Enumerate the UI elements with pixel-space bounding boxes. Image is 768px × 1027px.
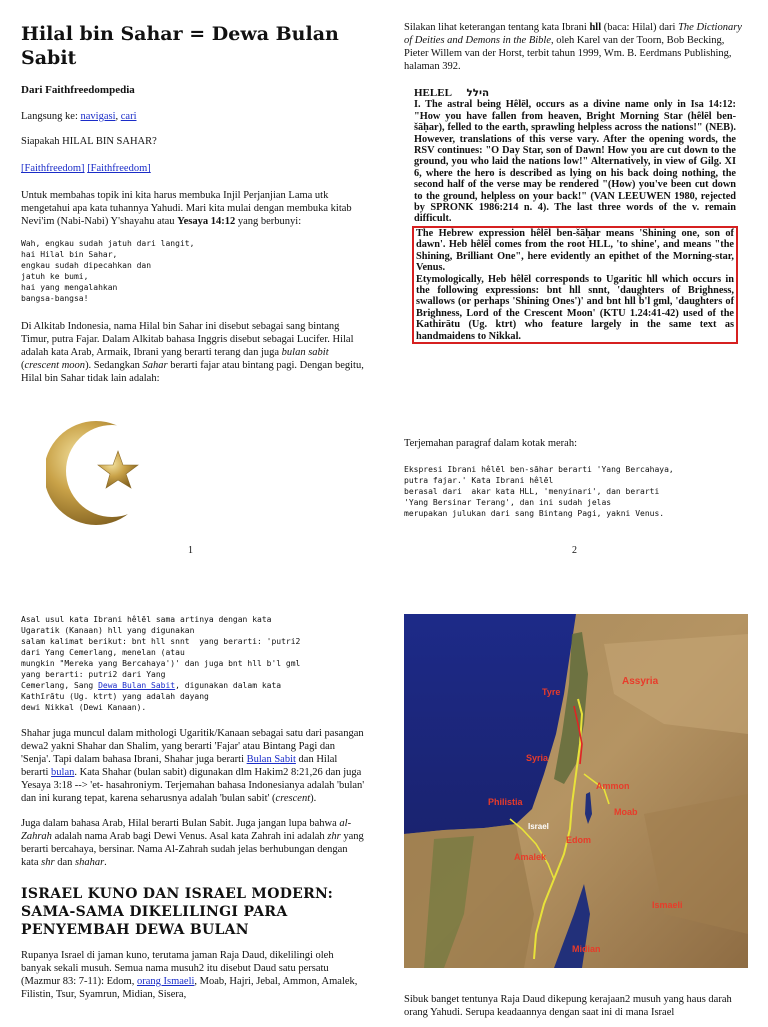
intro-paragraph: Untuk membahas topik ini kita harus membuka Injil Perjanjian Lama utk mengetahui apa kata tuhannya Yahudi. Mari kita mulai dengan membuka kitab Nevi'im (Nabi-Nabi) Y'shayahu atau Yesaya 14:12 yang berbunyi: [21,190,352,227]
crescent-moon-god-link[interactable]: Dewa Bulan Sabit [98,681,176,690]
shahar-paragraph: Shahar juga muncul dalam mithologi Ugaritik/Kanaan sebagai satu dari pasangan dewa2 yakni Shahar dan Shalim, yang berarti 'Fajar' atau Bintang Pagi dan 'Senja'. Tapi dalam bahasa Ibrani, Shahar juga berarti Bulan Sabit dan Hilal berarti bulan. Kata Shahar (bulan sabit) digunakan dlm Hakim2 8:21,26 dan juga Yesaya 3:18 --> 'et- hasahroniym. Terjemahan bahasa Indonesianya adalah 'bulan' dan ini kurang tepat, karena seharusnya adalah 'bulan sabit' (crescent). [21,728,365,804]
translation-block: Ekspresi Ibrani hêlēl ben-sāhar berarti 'Yang Bercahaya, putra fajar.' Kata Ibrani hêlēl berasal dari akar kata HLL, 'menyinari', dan berarti 'Yang Bersinar Terang', dan ini sudah jelas merupakan julukan dari sang Bintang Pagi, yakni Venus. [404,465,674,518]
map-label-amalek: Amalek [514,852,547,862]
map-label-israel: Israel [528,822,549,831]
faithfreedom-links [21,162,366,175]
page-number: 1 [188,545,193,556]
question-line: Siapakah HILAL BIN SAHAR? [21,136,157,147]
david-paragraph: Rupanya Israel di jaman kuno, terutama jaman Raja Daud, dikelilingi oleh banyak sekali musuh. Semua nama musuh2 itu disebut Daud satu persatu (Mazmur 83: 7-11): Edom, orang Ismaeli, Moab, Hajri, Jebal, Ammon, Amalek, Filistin, Tsur, Syamrun, Midian, Sisera, [21,950,358,1000]
ugaritic-block: Asal usul kata Ibrani hêlēl sama artinya dengan kata Ugaratik (Kanaan) hll yang digunakan salam kalimat berikut: bnt hll snnt yang berarti: 'putri2 dari Yang Cemerlang, menelan (atau mungkin "Mereka yang Bercahaya')' dan juga bnt hll b'l gml yang berarti: putri2 dari Yang Cemerlang, Sang Dewa Bulan Sabit, digunakan dalam kata Kathīrātu (Ug. ktrt) yang adalah dayang dewi Nikkal (Dewi Kanaan). [21,615,301,712]
regional-map [404,614,748,968]
map-label-ammon: Ammon [596,781,630,791]
translation-label: Terjemahan paragraf dalam kotak merah: [404,438,578,449]
ismaeli-link[interactable]: orang Ismaeli [136,976,195,987]
map-caption: Sibuk banget tentunya Raja Daud dikepung kerajaan2 musuh yang haus darah orang Yahudi. Serupa keadaannya dengan saat ini di mana Israel [404,994,732,1018]
bulan-sabit-link[interactable]: Bulan Sabit [246,754,296,765]
hilal-paragraph: Di Alkitab Indonesia, nama Hilal bin Sahar ini disebut sebagai sang bintang Timur, putra Fajar. Dalam Alkitab bahasa Inggris disebut sebagai Lucifer. Hilal adalah kata Arab, Armaik, Ibrani yang berarti terang dan juga bulan sabit (crescent moon). Sedangkan Sahar berarti fajar atau bintang pagi. Dengan begitu, Hilal bin Sahar tidak lain adalah: [21,321,364,384]
map-label-moab: Moab [614,807,638,817]
map-label-syria: Syria [526,753,549,763]
section-heading: ISRAEL KUNO DAN ISRAEL MODERN: SAMA-SAMA DIKELILINGI PARA PENYEMBAH DEWA BULAN [21,886,334,938]
scan-red-box: The Hebrew expression hêlēl ben-šāḥar means 'Shining one, son of dawn'. Heb hêlēl comes from the root HLL, 'to shine', and means "the Shining, Brilliant One", here evidently an epithet of the Morning-star, Venus. Etymologically, Heb hêlēl corresponds to Ugaritic hll which occurs in the following expressions: bnt hll snnt, 'daughters of Brighness, swallows (or perhaps 'Shining Ones')' and bnt hll b'l gml, 'daughters of Brighness, Lord of the Crescent Moon' (KTU 1.24:41-42) used of the Kathirātu (Ug. ktrt) who feature largely in the same text as handmaidens to Nikkal. [412,226,738,344]
translation-section [404,437,749,519]
map-label-ismaeli: Ismaeli [652,900,683,910]
jump-nav: Langsung ke: navigasi, cari [21,111,137,122]
search-link[interactable]: cari [120,111,137,122]
page-number-2: 2 [572,545,577,556]
page-title: Hilal bin Sahar = Dewa Bulan Sabit [21,23,339,69]
navigation-link[interactable]: navigasi [80,111,116,122]
crescent-star-icon [46,405,146,540]
faithfreedom-link-1[interactable]: [Faithfreedom] [21,163,85,174]
map-label-edom: Edom [566,835,592,845]
source-line: Dari Faithfreedompedia [21,84,135,96]
page-2 [404,21,749,81]
faithfreedom-link-2[interactable]: [Faithfreedom] [87,163,151,174]
page-1 [21,22,366,393]
map-label-midian: Midian [572,944,601,954]
scan-header: HELEL הילל [414,87,490,99]
map-label-assyria: Assyria [622,676,659,687]
map-label-tyre: Tyre [542,687,561,697]
arabic-paragraph: Juga dalam bahasa Arab, Hilal berarti Bulan Sabit. Juga jangan lupa bahwa al-Zahrah adalah nama Arab bagi Dewi Venus. Asal kata Zahrah ini adalah zhr yang berarti bercahaya, bersinar. Nama Al-Zahrah sudah jelas berhubungan dengan kata shr dan shahar. [21,818,364,868]
scan-top-text: I. The astral being Hêlēl, occurs as a divine name only in Isa 14:12: "How you have fallen from heaven, Bright Morning Star (hêlēl ben-šāḥar), felled to the earth, sprawling helpless across the nations!" (NEB). However, translations of this verse vary. After the opening words, the RSV continues: "O Day Star, son of Dawn! How you are cut down to the ground, you who laid the nations low!" Alternatively, in view of Gilg. XI 6, where the hero is described as lying on his back doing nothing, the second half of the verse may be rendered "(How) you've been cut down to the ground, helpless on your back!" (VAN LEEUWEN 1980, rejected by SPRONK 1986:214 n. 4). The last three words of the v. remain difficult. [414,99,736,225]
bulan-link[interactable]: bulan [51,767,75,778]
map-label-philistia: Philistia [488,797,523,807]
page-3 [21,614,366,1009]
citation-paragraph: Silakan lihat keterangan tentang kata Ibrani hll (baca: Hilal) dari The Dictionary of Deities and Demons in the Bible, oleh Karel van der Toorn, Bob Becking, Pieter Willem van der Horst, terbit tahun 1999, Wm. B. Eerdmans Publishing, halaman 392. [404,22,742,72]
verse-block: Wah, engkau sudah jatuh dari langit, hai Hilal bin Sahar, engkau sudah dipecahkan dan jatuh ke bumi, hai yang mengalahkan bangsa-bangsa! [21,239,195,303]
dictionary-scan [412,88,738,344]
